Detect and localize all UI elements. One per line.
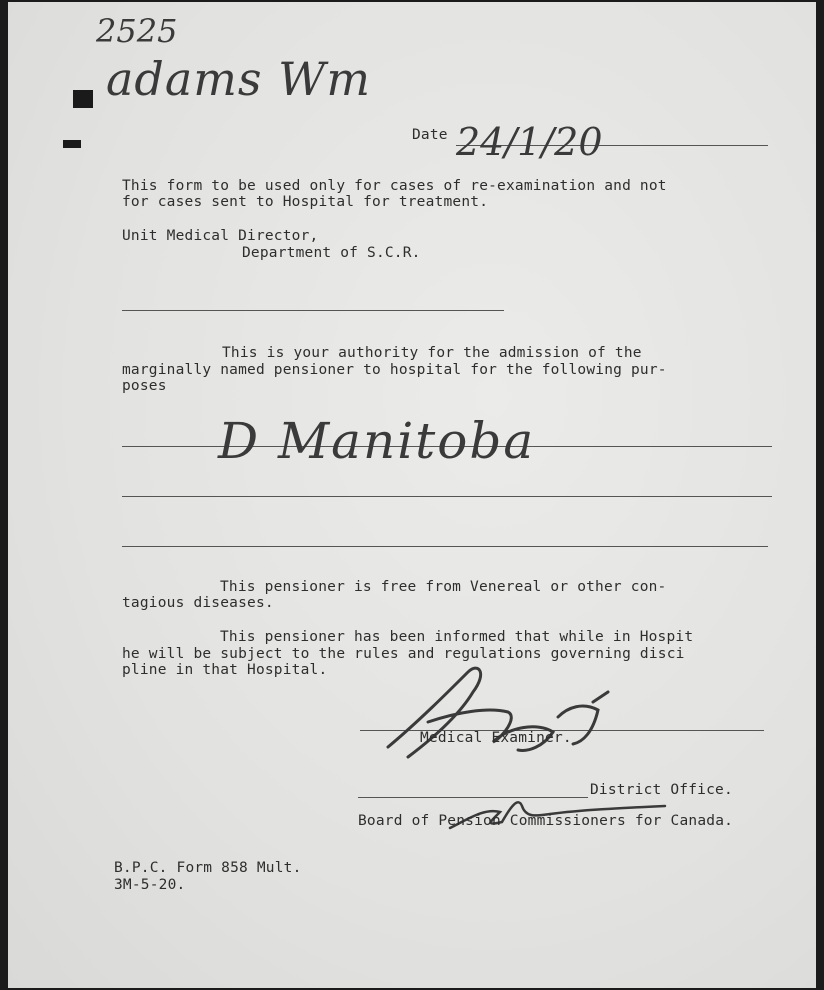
note-line-2: for cases sent to Hospital for treatment. [122, 194, 489, 210]
free-line-1: This pensioner is free from Venereal or other con- [220, 579, 667, 595]
note-line-1: This form to be used only for cases of re-examination and not [122, 178, 667, 194]
form-id-line-2: 3M-5-20. [114, 877, 186, 893]
addressee-line-1: Unit Medical Director, [122, 228, 319, 244]
free-line-2: tagious diseases. [122, 595, 274, 611]
form-id-line-1: B.P.C. Form 858 Mult. [114, 860, 302, 876]
informed-line-3: pline in that Hospital. [122, 662, 328, 678]
punch-hole-top [73, 90, 93, 108]
authority-line-2: marginally named pensioner to hospital for the following pur- [122, 362, 667, 378]
examiner-label: Medical Examiner. [420, 730, 572, 746]
addressee-line [122, 310, 504, 311]
informed-line-2: he will be subject to the rules and regulations governing disci [122, 646, 685, 662]
informed-line-1: This pensioner has been informed that while in Hospit [220, 629, 694, 645]
examiner-signature [368, 662, 628, 772]
board-label: Board of Pension Commissioners for Canada. [358, 813, 734, 829]
handwritten-file-number: 2525 [96, 12, 178, 50]
punch-hole-bottom [63, 140, 81, 148]
handwritten-purpose: D Manitoba [218, 412, 536, 470]
date-label: Date [412, 127, 448, 143]
form-page [8, 2, 816, 988]
handwritten-name: adams Wm [106, 52, 372, 106]
authority-line-1: This is your authority for the admission of the [222, 345, 642, 361]
purpose-line-2 [122, 496, 772, 497]
authority-line-3: poses [122, 378, 167, 394]
district-label: District Office. [590, 782, 733, 798]
handwritten-date: 24/1/20 [456, 120, 603, 164]
purpose-line-3 [122, 546, 768, 547]
addressee-line-2: Department of S.C.R. [242, 245, 421, 261]
